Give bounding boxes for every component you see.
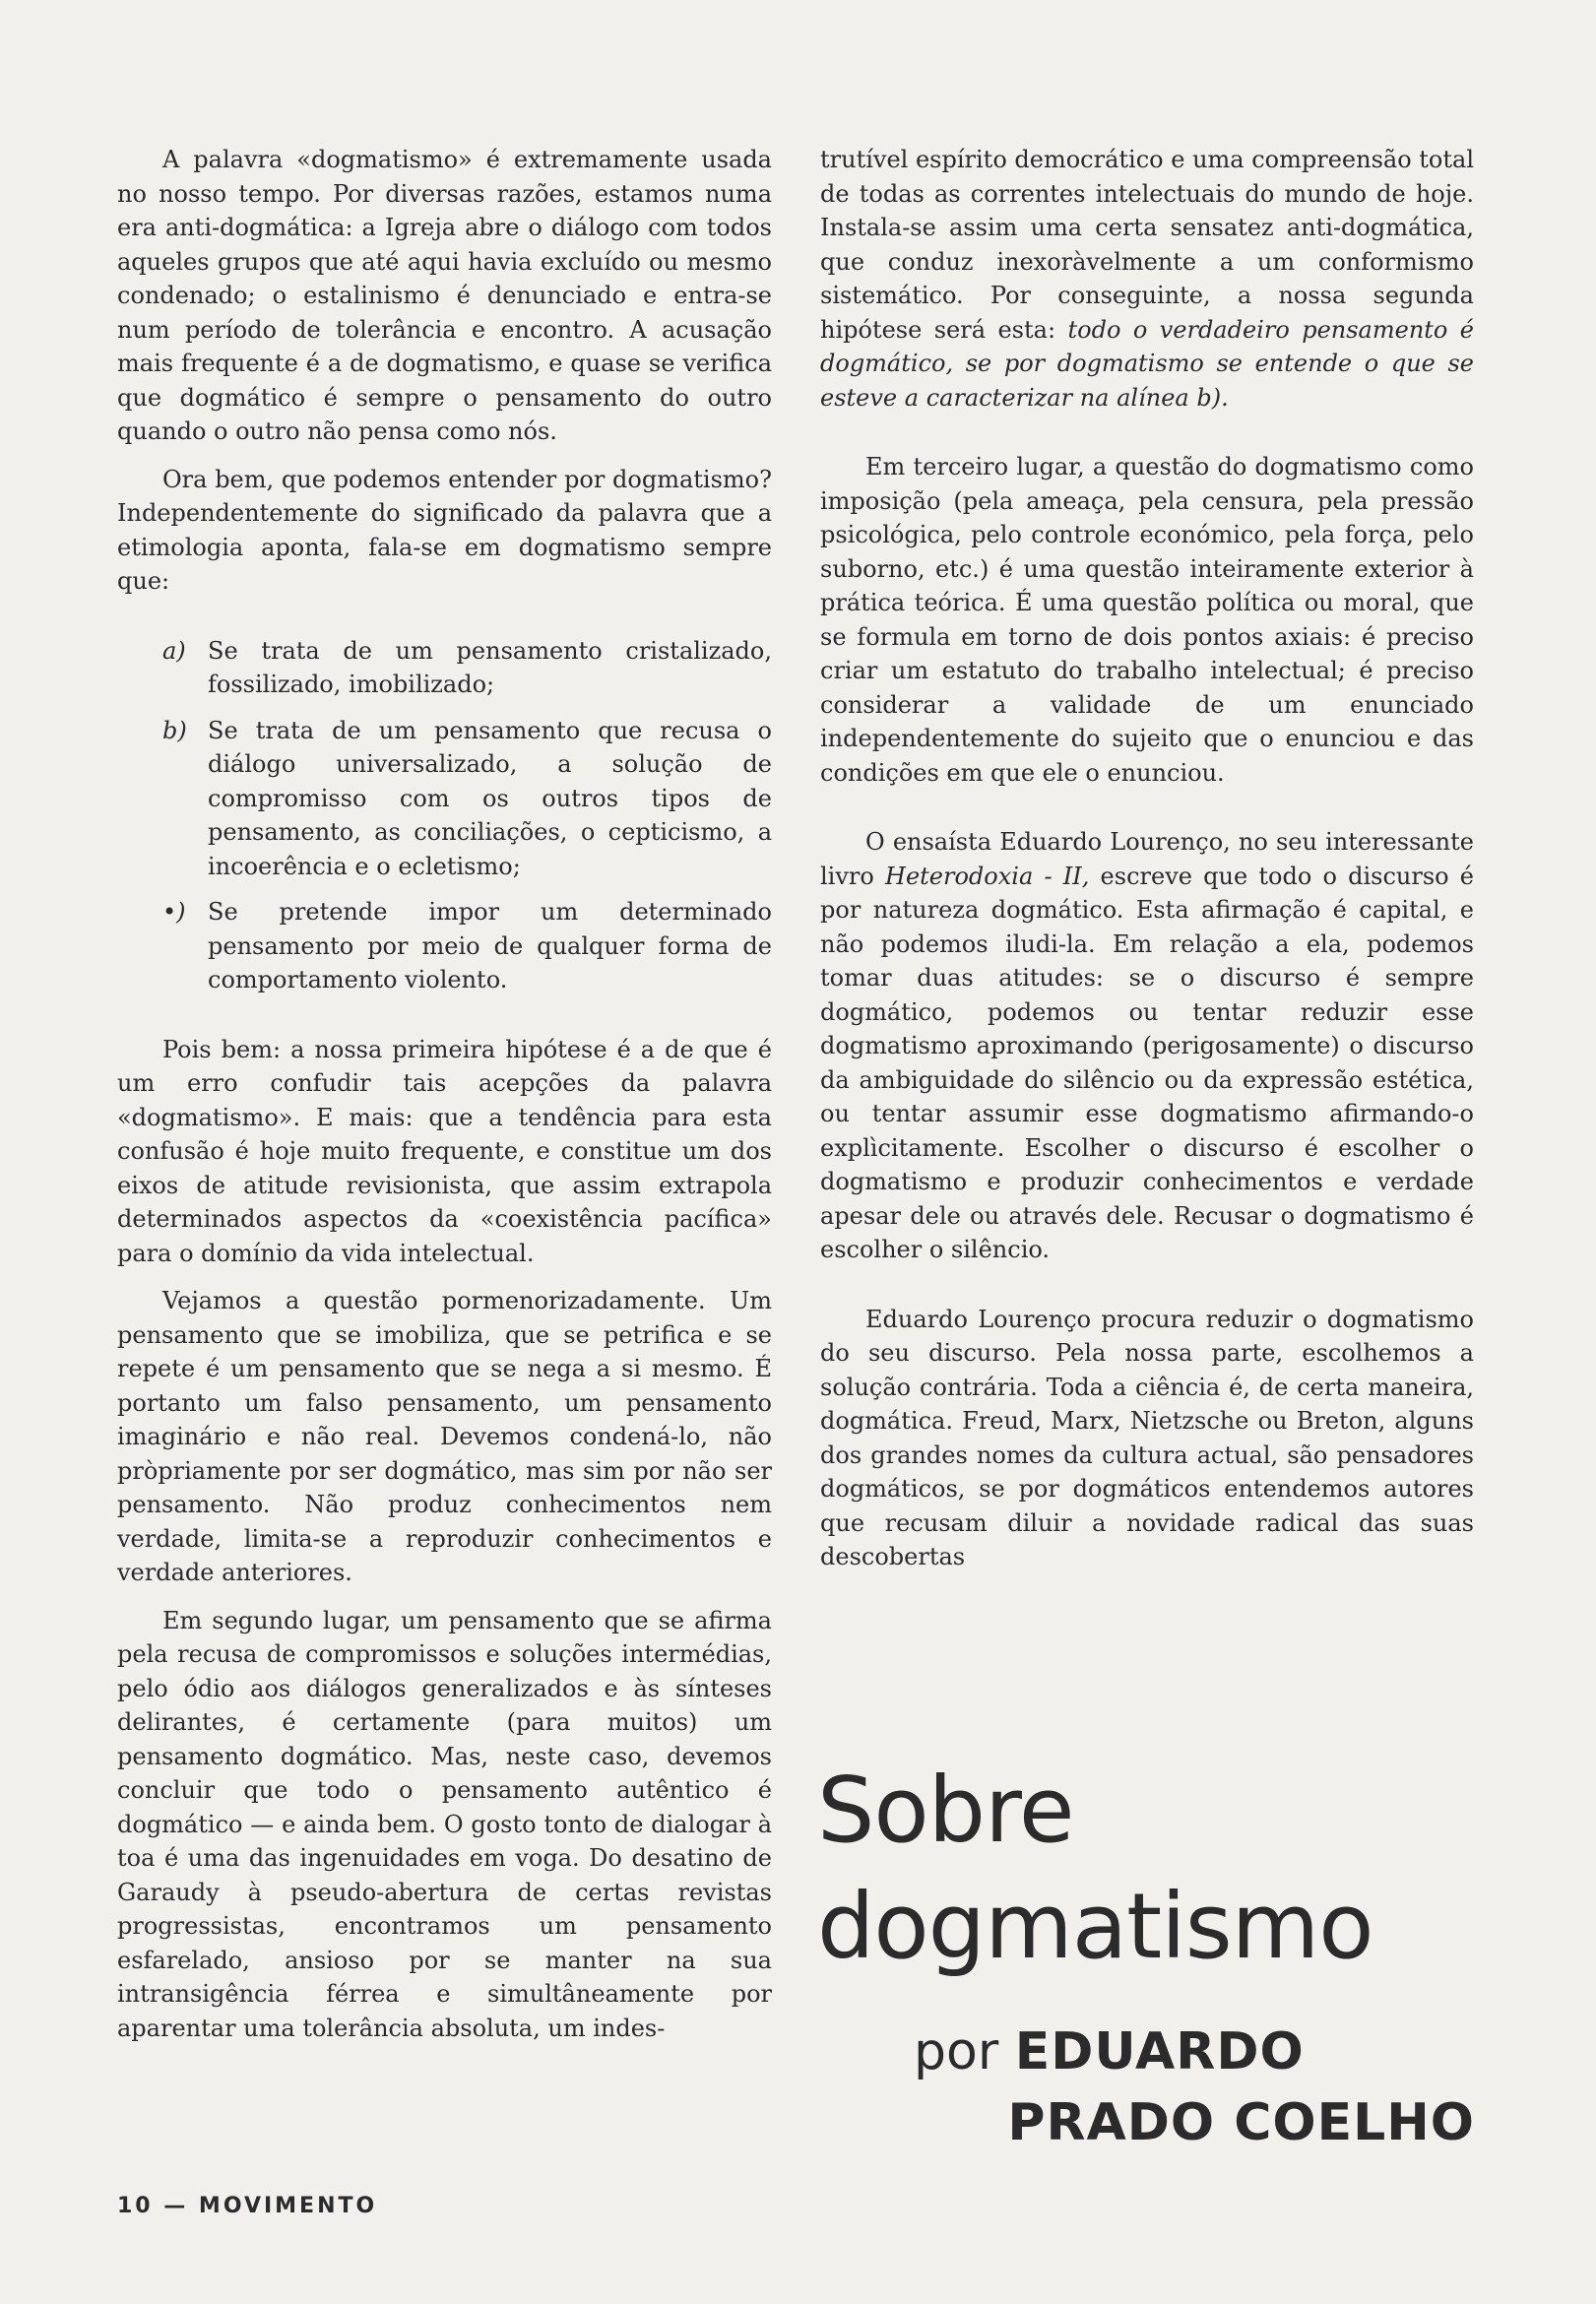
paragraph-continuation xyxy=(820,143,1474,415)
list-item-text: Se pretende impor um determinado pensamento por meio de qualquer forma de comportamento violento. xyxy=(208,898,772,993)
list-item-text: Se trata de um pensamento que recusa o diálogo universalizado, a solução de compromisso com os outros tipos de pensamento, as conciliações, o cepticismo, a incoerência e o ecletismo; xyxy=(208,716,772,880)
author-byline xyxy=(914,2016,1475,2158)
list-marker: a) xyxy=(162,636,186,665)
title-line-1: Sobre xyxy=(817,1758,1074,1863)
paragraph-text: trutível espírito democrático e uma compreensão total de todas as correntes intelectuais do mundo de hoje. Instala-se assim uma certa sensatez anti-dogmática, que conduz inexoràvelmente a um conformismo sistemático. Por conseguinte, a nossa segunda hipótese será esta: xyxy=(820,146,1474,344)
paragraph-text: O ensaísta Eduardo Lourenço, no seu interessante livro xyxy=(820,828,1474,890)
paragraph-intro: A palavra «dogmatismo» é extremamente usada no nosso tempo. Por diversas razões, estamos numa era anti-dogmática: a Igreja abre o diálogo com todos aqueles grupos que até aqui havia excluído ou mesmo condenado; o estalinismo é denunciado e entra-se num período de tolerância e encontro. A acusação mais frequente é a de dogmatismo, e quase se verifica que dogmático é sempre o pensamento do outro quando o outro não pensa como nós. xyxy=(117,146,772,445)
byline-line-1 xyxy=(914,2016,1475,2087)
list-item xyxy=(117,895,772,997)
list-item xyxy=(117,714,772,884)
list-marker: b) xyxy=(162,716,187,744)
paragraph-text: escreve que todo o discurso é por natureza dogmático. Esta afirmação é capital, e não podemos iludi-la. Em relação a ela, podemos tomar duas atitudes: se o discurso é sempre dogmático, podemos ou tentar reduzir esse dogmatismo aproximando (perigosamente) o discurso da ambiguidade do silêncio ou da expressão estética, ou tentar assumir esse dogmatismo afirmando-o explìcitamente. Escolher o discurso é escolher o dogmatismo e produzir conhecimentos e verdade apesar dele ou através dele. Recusar o dogmatismo é escolher o silêncio. xyxy=(820,862,1474,1263)
byline-por: por xyxy=(914,2022,999,2081)
paragraph-question: Ora bem, que podemos entender por dogmatismo? Independentemente do significado da palavra que a etimologia aponta, fala-se em dogmatismo sempre que: xyxy=(117,465,772,595)
left-column xyxy=(117,143,772,2045)
title-line-2: dogmatismo xyxy=(817,1874,1373,1979)
author-last-name: PRADO COELHO xyxy=(1007,2093,1475,2152)
page-footer: 10 — MOVIMENTO xyxy=(117,2194,378,2218)
paragraph-second-point: Em segundo lugar, um pensamento que se afirma pela recusa de compromissos e soluções intermédias, pelo ódio aos diálogos generalizados e às sínteses delirantes, é certamente (para muitos) um pensamento dogmático. Mas, neste caso, devemos concluir que todo o pensamento autêntico é dogmático — e ainda bem. O gosto tonto de dialogar à toa é uma das ingenuidades em voga. Do desatino de Garaudy à pseudo-abertura de certas revistas progressistas, encontramos um pensamento esfarelado, ansioso por se manter na sua intransigência férrea e simultâneamente por aparentar uma tolerância absoluta, um indes- xyxy=(117,1606,772,2042)
book-title: Heterodoxia - II, xyxy=(885,862,1090,890)
list-item-text: Se trata de um pensamento cristalizado, fossilizado, imobilizado; xyxy=(208,636,772,698)
right-column xyxy=(820,143,1474,1574)
paragraph-detail: Vejamos a questão pormenorizadamente. Um pensamento que se imobiliza, que se petrifica e se repete é um pensamento que se nega a si mesmo. É portanto um falso pensamento, um pensamento imaginário e não real. Devemos condená-lo, não pròpriamente por ser dogmático, mas sim por não ser pensamento. Não produz conhecimentos nem verdade, limita-se a reproduzir conhecimentos e verdade anteriores. xyxy=(117,1287,772,1586)
definition-list xyxy=(117,634,772,997)
paragraph-first-hypothesis: Pois bem: a nossa primeira hipótese é a de que é um erro confudir tais acepções da palavra «dogmatismo». E mais: que a tendência para esta confusão é hoje muito frequente, e constitue um dos eixos de atitude revisionista, que assim extrapola determinados aspectos da «coexistência pacífica» para o domínio da vida intelectual. xyxy=(117,1035,772,1267)
list-marker: •) xyxy=(162,898,186,926)
article-title xyxy=(817,1753,1373,1985)
list-item xyxy=(117,634,772,702)
second-hypothesis-italic: todo o verdadeiro pensamento é dogmático, se por dogmatismo se entende o que se esteve a caracterizar na alínea b). xyxy=(820,315,1475,412)
paragraph-lourenco xyxy=(820,825,1474,1267)
paragraph-third-point: Em terceiro lugar, a questão do dogmatismo como imposição (pela ameaça, pela censura, pela pressão psicológica, pelo controle económico, pela força, pelo suborno, etc.) é uma questão inteiramente exterior à prática teórica. É uma questão política ou moral, que se formula em torno de dois pontos axiais: é preciso criar um estatuto do trabalho intelectual; é preciso considerar a validade de um enunciado independentemente do sujeito que o enunciou e das condições em que ele o enunciou. xyxy=(820,453,1474,787)
author-first-name: EDUARDO xyxy=(1014,2022,1305,2081)
paragraph-conclusion: Eduardo Lourenço procura reduzir o dogmatismo do seu discurso. Pela nossa parte, escolhemos a solução contrária. Toda a ciência é, de certa maneira, dogmática. Freud, Marx, Nietzsche ou Breton, alguns dos grandes nomes da cultura actual, são pensadores dogmáticos, se por dogmáticos entendemos autores que recusam diluir a novidade radical das suas descobertas xyxy=(820,1305,1474,1570)
